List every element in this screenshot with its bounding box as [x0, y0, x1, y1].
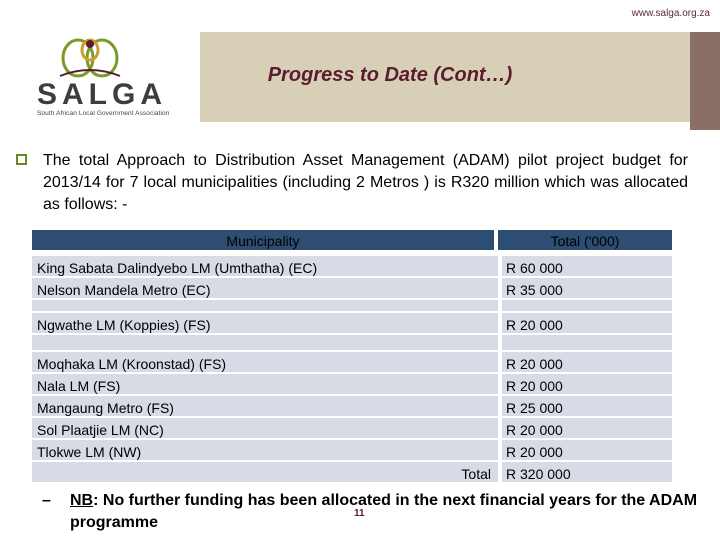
- municipality-cell: [32, 335, 498, 351]
- municipality-cell: Mangaung Metro (FS): [32, 396, 498, 417]
- table-header-row: [32, 230, 672, 250]
- table-row: [32, 418, 672, 439]
- total-cell: [502, 335, 672, 351]
- note-text-block: [70, 490, 702, 534]
- column-header-municipality: Municipality: [32, 230, 494, 250]
- note-nb: NB: [70, 492, 94, 509]
- table-row: [32, 335, 672, 351]
- total-value: R 320 000: [502, 462, 672, 483]
- slide-title: Progress to Date (Cont…): [267, 64, 513, 86]
- logo-wordmark: SALGA: [37, 78, 167, 111]
- top-bar: [0, 0, 720, 32]
- banner-accent-stripe: [690, 32, 720, 130]
- table-row: [32, 256, 672, 277]
- table-row: [32, 313, 672, 334]
- intro-bullet: [16, 150, 688, 216]
- note-dash: –: [42, 492, 51, 509]
- funding-note: [42, 490, 702, 534]
- table-row: [32, 396, 672, 417]
- total-cell: R 20 000: [502, 418, 672, 439]
- salga-logo: [0, 32, 200, 122]
- municipality-cell: Tlokwe LM (NW): [32, 440, 498, 461]
- logo-tagline: South African Local Government Association: [37, 110, 170, 117]
- total-cell: R 20 000: [502, 374, 672, 395]
- intro-text: The total Approach to Distribution Asset Management (ADAM) pilot project budget for 2013/14 for 7 local municipalities (including 2 Metros ) is R320 million which was allocated as follows: -: [43, 152, 688, 213]
- total-cell: R 60 000: [502, 256, 672, 277]
- total-cell: R 20 000: [502, 313, 672, 334]
- table-row: [32, 440, 672, 461]
- total-cell: R 20 000: [502, 352, 672, 373]
- salga-emblem-icon: [30, 36, 150, 81]
- column-header-total: Total ('000): [498, 230, 672, 250]
- total-cell: R 20 000: [502, 440, 672, 461]
- total-cell: [502, 300, 672, 312]
- table-row: [32, 374, 672, 395]
- municipality-cell: Ngwathe LM (Koppies) (FS): [32, 313, 498, 334]
- municipality-cell: [32, 300, 498, 312]
- site-url: www.salga.org.za: [631, 8, 710, 19]
- table-row: [32, 278, 672, 299]
- square-bullet-icon: [16, 154, 27, 165]
- total-label: Total: [32, 462, 498, 483]
- municipality-cell: Moqhaka LM (Kroonstad) (FS): [32, 352, 498, 373]
- table-row: [32, 300, 672, 312]
- total-cell: R 25 000: [502, 396, 672, 417]
- municipality-cell: King Sabata Dalindyebo LM (Umthatha) (EC): [32, 256, 498, 277]
- municipality-cell: Nala LM (FS): [32, 374, 498, 395]
- table-total-row: [32, 462, 672, 483]
- municipality-cell: Nelson Mandela Metro (EC): [32, 278, 498, 299]
- page-number: 11: [354, 508, 365, 519]
- note-text: : No further funding has been allocated in the next financial years for the ADAM programme: [70, 492, 698, 531]
- table-row: [32, 352, 672, 373]
- total-cell: R 35 000: [502, 278, 672, 299]
- municipality-cell: Sol Plaatjie LM (NC): [32, 418, 498, 439]
